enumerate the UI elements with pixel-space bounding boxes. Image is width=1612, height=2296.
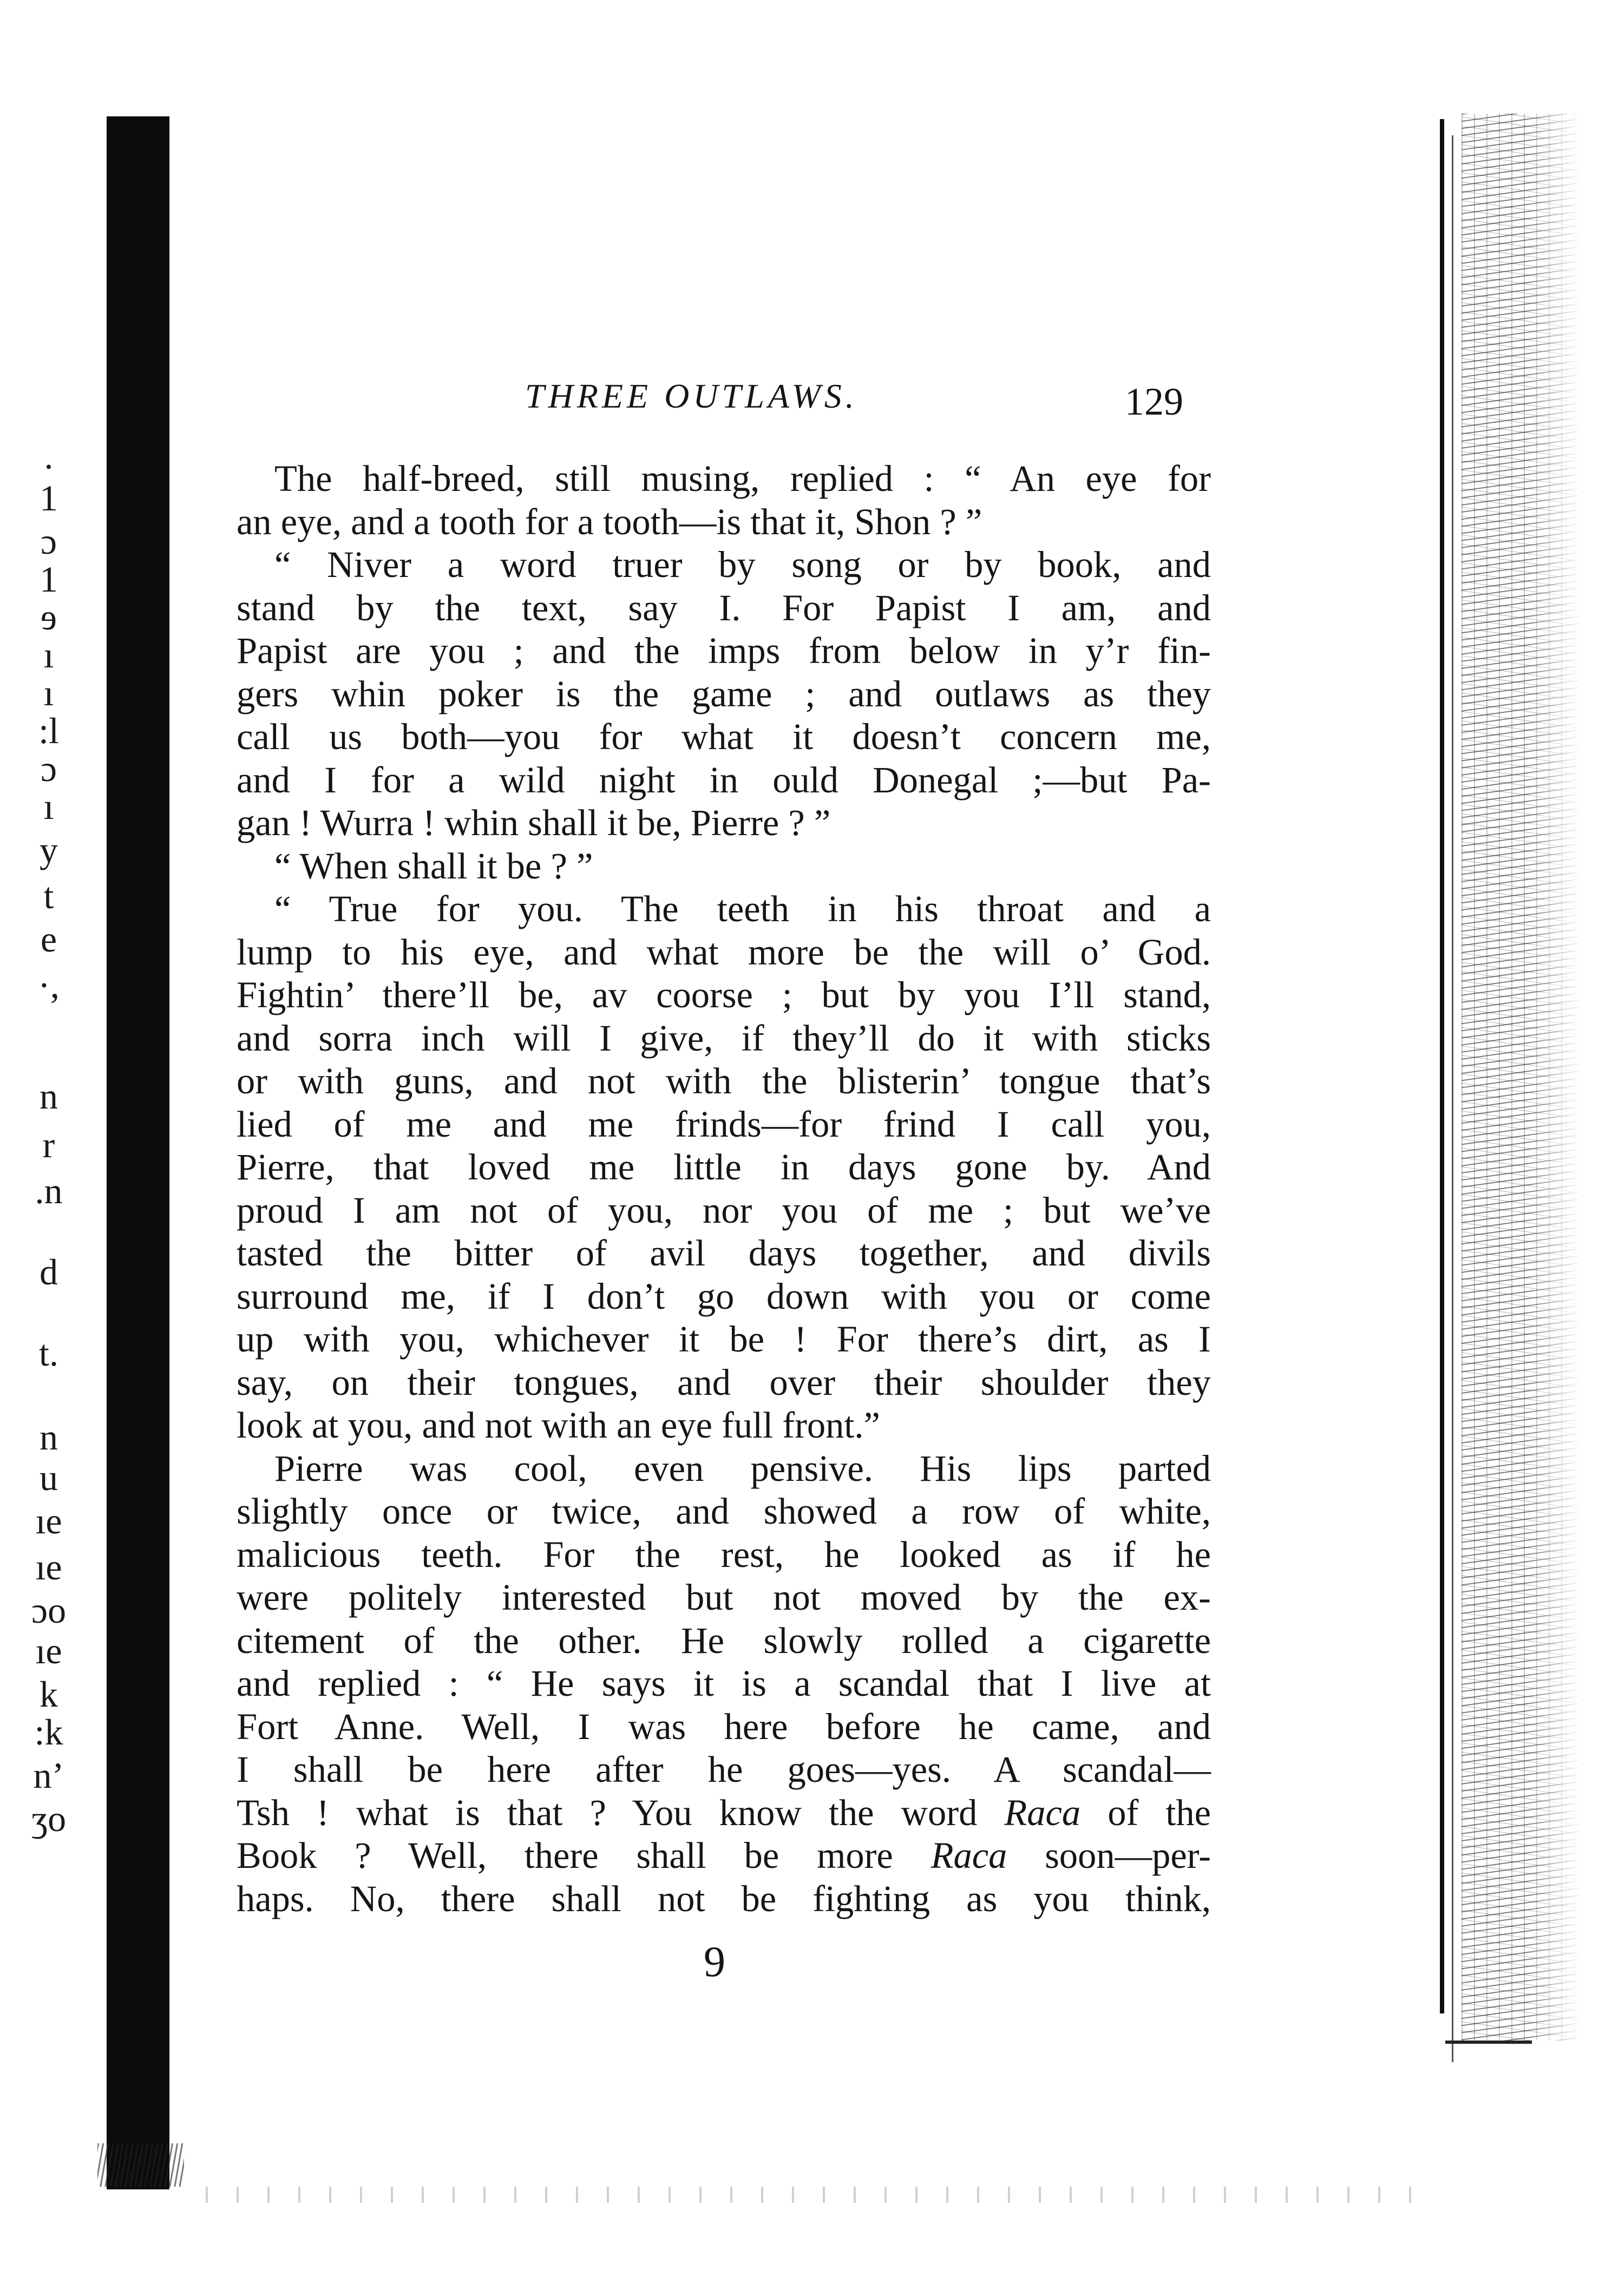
bleed-through-char: :k xyxy=(34,1711,63,1753)
text-line: stand by the text, say I. For Papist I am, and xyxy=(237,587,1211,628)
text-line: proud I am not of you, nor you of me ; but we’ve xyxy=(237,1189,1211,1231)
text-line: say, on their tongues, and over their shoulder they xyxy=(237,1361,1211,1403)
text-line: surround me, if I don’t go down with you or come xyxy=(237,1275,1211,1317)
bleed-through-char: r xyxy=(42,1124,55,1165)
bleed-through-char: :l xyxy=(38,710,59,751)
text-line: “ Niver a word truer by song or by book, and xyxy=(274,544,1211,585)
bleed-through-char: n xyxy=(40,1416,58,1458)
bleed-through-char: t xyxy=(43,875,54,916)
bleed-through-char: ɔ xyxy=(40,521,57,562)
text-line: “ True for you. The teeth in his throat and a xyxy=(274,888,1211,929)
text-line: “ When shall it be ? ” xyxy=(274,845,593,887)
bleed-through-char: k xyxy=(40,1674,58,1715)
text-line: The half-breed, still musing, replied : “ An eye for xyxy=(274,458,1211,499)
bleed-through-char: 1 xyxy=(40,559,58,600)
bleed-through-char: t. xyxy=(39,1333,58,1374)
edge-line xyxy=(1440,119,1444,2013)
edge-ragged-texture xyxy=(1462,114,1581,2041)
text-line: call us both—you for what it doesn’t concern me, xyxy=(237,716,1211,757)
text-line: and replied : “ He says it is a scandal that I live at xyxy=(237,1663,1211,1704)
text-line: Tsh ! what is that ? You know the word Raca of the xyxy=(237,1792,1211,1833)
page-number: 129 xyxy=(1125,380,1183,423)
running-head-title: THREE OUTLAWS. xyxy=(525,377,858,415)
text-line: gan ! Wurra ! whin shall it be, Pierre ? ” xyxy=(237,802,831,843)
text-line: gers whin poker is the game ; and outlaws as they xyxy=(237,673,1211,714)
bottom-speckle-line xyxy=(206,2187,1429,2203)
bleed-through-char: ʒo xyxy=(31,1798,67,1839)
bleed-through-char: e xyxy=(40,919,57,960)
text-line: Book ? Well, there shall be more Raca soon—per- xyxy=(237,1835,1211,1876)
bleed-through-char: .n xyxy=(35,1170,63,1211)
bleed-through-char: ıe xyxy=(35,1546,62,1587)
signature-mark: 9 xyxy=(704,1938,725,1986)
text-line: haps. No, there shall not be fighting as you think, xyxy=(237,1878,1211,1919)
bleed-through-char: ɘ xyxy=(40,596,57,638)
running-head xyxy=(238,369,1213,423)
bleed-through-char: ·, xyxy=(38,965,60,1006)
bleed-through-char: ɔo xyxy=(31,1590,67,1631)
edge-bottom-line xyxy=(1445,2041,1532,2044)
text-line: Fightin’ there’ll be, av coorse ; but by you I’ll stand, xyxy=(237,974,1211,1015)
text-line: Pierre was cool, even pensive. His lips parted xyxy=(274,1447,1211,1489)
bleed-through-char: d xyxy=(40,1251,58,1293)
edge-line-secondary xyxy=(1452,135,1453,2062)
text-line: lied of me and me frinds—for frind I call you, xyxy=(237,1103,1211,1145)
bleed-through-char: n xyxy=(40,1075,58,1117)
binding-shadow xyxy=(107,116,169,2189)
text-line: and I for a wild night in ould Donegal ;—but Pa- xyxy=(237,759,1211,801)
text-line: tasted the bitter of avil days together, and divils xyxy=(237,1232,1211,1274)
bleed-through-char: ɔ xyxy=(40,748,57,789)
text-line: an eye, and a tooth for a tooth—is that it, Shon ? ” xyxy=(237,501,982,542)
bleed-through-char: u xyxy=(40,1457,58,1498)
bleed-through-char: n’ xyxy=(33,1755,64,1796)
text-line: up with you, whichever it be ! For there’s dirt, as I xyxy=(237,1318,1211,1360)
text-line: Pierre, that loved me little in days gone by. And xyxy=(237,1146,1211,1188)
text-line: citement of the other. He slowly rolled a cigarette xyxy=(237,1619,1211,1661)
text-line: I shall be here after he goes—yes. A scandal— xyxy=(237,1749,1211,1790)
left-margin-bleed-through xyxy=(0,0,97,2296)
bleed-through-char: ı xyxy=(43,786,54,827)
text-line: were politely interested but not moved by the ex- xyxy=(237,1577,1211,1618)
text-line: or with guns, and not with the blisterin’ tongue that’s xyxy=(237,1060,1211,1101)
text-line: look at you, and not with an eye full front.” xyxy=(237,1405,880,1446)
bleed-through-char: ıe xyxy=(35,1500,62,1541)
text-line: Fort Anne. Well, I was here before he came, and xyxy=(237,1705,1211,1747)
bleed-through-char: y xyxy=(40,829,58,870)
bleed-through-char: ıe xyxy=(35,1630,62,1671)
text-line: malicious teeth. For the rest, he looked as if he xyxy=(237,1533,1211,1575)
bleed-through-char: ı xyxy=(43,672,54,713)
bleed-through-char: · xyxy=(42,446,55,487)
body-text xyxy=(237,457,1211,1920)
text-line: and sorra inch will I give, if they’ll do it with sticks xyxy=(237,1017,1211,1059)
text-line: Papist are you ; and the imps from below in y’r fin- xyxy=(237,630,1211,671)
text-line: lump to his eye, and what more be the will o’ God. xyxy=(237,931,1211,973)
torn-right-edge xyxy=(1424,114,1612,2116)
binding-fray xyxy=(97,2143,184,2187)
bleed-through-char: 1 xyxy=(40,477,58,519)
text-line: slightly once or twice, and showed a row of white, xyxy=(237,1491,1211,1532)
bleed-through-char: ı xyxy=(43,634,54,675)
